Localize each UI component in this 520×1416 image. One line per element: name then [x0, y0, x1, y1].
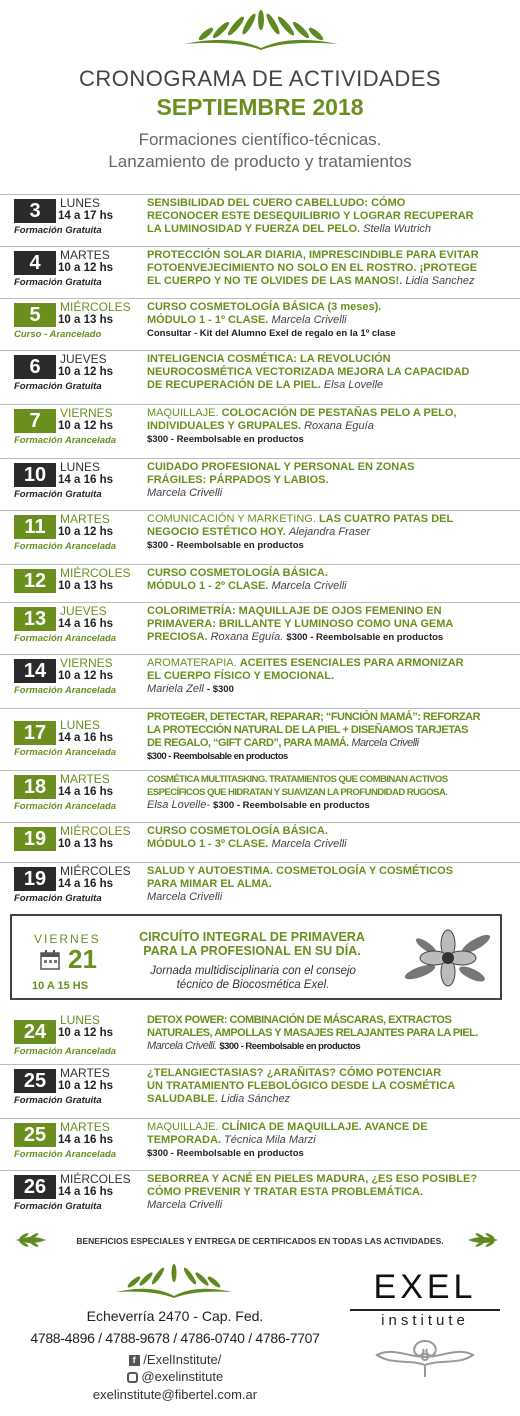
event-tag: Formación Arancelada	[14, 541, 117, 552]
event-tag: Formación Arancelada	[14, 801, 117, 812]
hours: 10 a 13 hs	[58, 314, 113, 326]
hours: 14 a 16 hs	[58, 732, 113, 744]
event-description: SALUD Y AUTOESTIMA. COSMETOLOGÍA Y COSMÉTICOS PARA MIMAR EL ALMA. Marcela Crivelli	[147, 865, 454, 903]
day-number: 19	[14, 867, 56, 891]
hours: 14 a 16 hs	[58, 786, 113, 798]
event-description: CURSO COSMETOLOGÍA BÁSICA (3 meses). MÓDULO 1 - 1º CLASE. Marcela Crivelli Consultar - Kit del Alumno Exel de regalo en la 1º clase	[147, 301, 396, 339]
event-row	[0, 246, 520, 298]
month-title: SEPTIEMBRE 2018	[156, 94, 364, 120]
logo-sub: institute	[350, 1309, 500, 1329]
logo	[350, 1268, 500, 1386]
event-row	[0, 458, 520, 510]
hours: 14 a 16 hs	[58, 1134, 113, 1146]
day-number: 13	[14, 607, 56, 631]
event-tag: Formación Arancelada	[14, 1046, 117, 1057]
hours: 10 a 12 hs	[58, 1080, 113, 1092]
weekday: LUNES	[60, 718, 101, 732]
fern-leaf-icon	[466, 1232, 500, 1248]
event-tag: Formación Arancelada	[14, 1149, 117, 1160]
special-text: Jornada multidisciplinaria con el consejo técnico de Biocosmética Exel.	[150, 965, 356, 991]
special-event-box	[10, 914, 502, 1000]
hours: 10 a 12 hs	[58, 670, 113, 682]
hours: 14 a 16 hs	[58, 618, 113, 630]
event-tag: Formación Arancelada	[14, 633, 117, 644]
day-number: 7	[14, 409, 56, 433]
day-number: 11	[14, 515, 56, 539]
page-title: CRONOGRAMA DE ACTIVIDADES	[78, 66, 442, 91]
event-description: SENSIBILIDAD DEL CUERO CABELLUDO: CÓMO RECONOCER ESTE DESEQUILIBRIO Y LOGRAR RECUPERAR LA LUMINOSIDAD Y FUERZA DEL PELO. Stella Wutrich	[147, 197, 474, 235]
event-row	[0, 510, 520, 562]
event-description: COSMÉTICA MULTITASKING. TRATAMIENTOS QUE COMBINAN ACTIVOS ESPECÍFICOS QUE HIDRATAN Y SUAVIZAN LA PROFUNDIDAD RUGOSA. Elsa Lovelle- $300 - Reembolsable en productos	[147, 774, 448, 811]
event-row	[0, 350, 520, 402]
facebook-icon: f	[129, 1355, 140, 1366]
day-number: 19	[14, 827, 56, 851]
event-row	[0, 654, 520, 708]
event-tag: Formación Arancelada	[14, 435, 117, 446]
weekday: VIERNES	[60, 406, 113, 420]
day-number: 24	[14, 1020, 56, 1044]
event-tag: Curso - Arancelado	[14, 329, 102, 340]
event-row	[0, 862, 520, 912]
hours: 14 a 17 hs	[58, 210, 113, 222]
event-tag: Formación Gratuita	[14, 277, 102, 288]
day-number: 26	[14, 1175, 56, 1199]
weekday: MARTES	[60, 248, 110, 262]
weekday: MARTES	[60, 512, 110, 526]
event-description: CURSO COSMETOLOGÍA BÁSICA. MÓDULO 1 - 2º CLASE. Marcela Crivelli	[147, 567, 347, 592]
event-description: COLORIMETRÍA: MAQUILLAJE DE OJOS FEMENINO EN PRIMAVERA: BRILLANTE Y LUMINOSO COMO UNA GEMA PRECIOSA. Roxana Eguía. $300 - Reembolsable en productos	[147, 605, 454, 643]
weekday: MIÉRCOLES	[60, 824, 131, 838]
hours: 10 a 13 hs	[58, 838, 113, 850]
flower-icon	[402, 922, 494, 992]
fern-leaf-icon	[176, 10, 346, 56]
event-row	[0, 770, 520, 820]
hours: 14 a 16 hs	[58, 474, 113, 486]
event-row	[0, 1118, 520, 1168]
event-description: CUIDADO PROFESIONAL Y PERSONAL EN ZONAS FRÁGILES: PÁRPADOS Y LABIOS. Marcela Crivelli	[147, 461, 415, 499]
weekday: JUEVES	[60, 352, 107, 366]
header	[0, 66, 520, 173]
event-description: DETOX POWER: COMBINACIÓN DE MÁSCARAS, EXTRACTOS NATURALES, AMPOLLAS Y MASAJES RELAJANTES PARA LA PIEL. Marcela Crivelli. $300 - Reembolsable en productos	[147, 1014, 478, 1052]
hours: 10 a 12 hs	[58, 526, 113, 538]
weekday: MIÉRCOLES	[60, 566, 131, 580]
event-description: PROTEGER, DETECTAR, REPARAR; “FUNCIÓN MAMÁ”: REFORZAR LA PROTECCIÓN NATURAL DE LA PIEL + DISEÑAMOS TARJETAS DE REGALO, “GIFT CARD”, PARA MAMÁ. Marcela Crivelli $300 - Reembolsable en productos	[147, 711, 481, 762]
ornament-icon	[365, 1335, 485, 1381]
day-number: 6	[14, 355, 56, 379]
weekday: MIÉRCOLES	[60, 1172, 131, 1186]
day-number: 17	[14, 721, 56, 745]
day-number: 18	[14, 775, 56, 799]
day-number: 3	[14, 199, 56, 223]
event-description: INTELIGENCIA COSMÉTICA: LA REVOLUCIÓN NEUROCOSMÉTICA VECTORIZADA MEJORA LA CAPACIDAD DE RECUPERACIÓN DE LA PIEL. Elsa Lovelle	[147, 353, 470, 391]
event-tag: Formación Gratuita	[14, 381, 102, 392]
instagram-icon	[127, 1372, 138, 1383]
event-row	[0, 708, 520, 768]
weekday: MIÉRCOLES	[60, 300, 131, 314]
weekday: LUNES	[60, 1013, 101, 1027]
weekday: JUEVES	[60, 604, 107, 618]
event-tag: Formación Gratuita	[14, 1201, 102, 1212]
event-description: COMUNICACIÓN Y MARKETING. LAS CUATRO PATAS DEL NEGOCIO ESTÉTICO HOY. Alejandra Fraser $300 - Reembolsable en productos	[147, 513, 454, 551]
event-description: CURSO COSMETOLOGÍA BÁSICA. MÓDULO 1 - 3º CLASE. Marcela Crivelli	[147, 825, 347, 850]
hours: 10 a 12 hs	[58, 366, 113, 378]
special-title: CIRCUÍTO INTEGRAL DE PRIMAVERA PARA LA PROFESIONAL EN SU DÍA.	[139, 930, 365, 958]
event-tag: Formación Gratuita	[14, 489, 102, 500]
event-row	[0, 1170, 520, 1220]
event-tag: Formación Gratuita	[14, 225, 102, 236]
hours: 14 a 16 hs	[58, 878, 113, 890]
event-description: PROTECCIÓN SOLAR DIARIA, IMPRESCINDIBLE PARA EVITAR FOTOENVEJECIMIENTO NO SOLO EN EL ROSTRO. ¡PROTEGE EL CUERPO Y NO TE OLVIDES DE LAS MANOS!. Lidia Sanchez	[147, 249, 479, 287]
hours: 10 A 15 HS	[32, 980, 89, 992]
event-row	[0, 1012, 520, 1064]
weekday: MARTES	[60, 1120, 110, 1134]
fern-leaf-icon	[110, 1264, 238, 1300]
event-row	[0, 194, 520, 246]
weekday: LUNES	[60, 460, 101, 474]
day-number: 25	[14, 1069, 56, 1093]
hours: 10 a 12 hs	[58, 1027, 113, 1039]
day-number: 21	[68, 944, 97, 974]
event-description: SEBORREA Y ACNÉ EN PIELES MADURA, ¿ES ESO POSIBLE? CÓMO PREVENIR Y TRATAR ESTA PROBLEMÁTICA. Marcela Crivelli	[147, 1173, 478, 1211]
benefits-note: BENEFICIOS ESPECIALES Y ENTREGA DE CERTIFICADOS EN TODAS LAS ACTIVIDADES.	[76, 1236, 444, 1246]
day-number: 14	[14, 659, 56, 683]
event-tag: Formación Gratuita	[14, 1095, 102, 1106]
event-row	[0, 1064, 520, 1116]
event-row	[0, 404, 520, 456]
day-number: 25	[14, 1123, 56, 1147]
event-row	[0, 602, 520, 654]
event-row	[0, 298, 520, 350]
weekday: MARTES	[60, 1066, 110, 1080]
instagram-link[interactable]: @exelinstitute	[0, 1369, 350, 1384]
weekday: LUNES	[60, 196, 101, 210]
event-description: MAQUILLAJE. COLOCACIÓN DE PESTAÑAS PELO A PELO, INDIVIDUALES Y GRUPALES. Roxana Eguía $300 - Reembolsable en productos	[147, 407, 457, 445]
hours: 10 a 12 hs	[58, 420, 113, 432]
phone-numbers: 4788-4896 / 4788-9678 / 4786-0740 / 4786-7707	[30, 1330, 320, 1346]
event-tag: Formación Arancelada	[14, 747, 117, 758]
event-description: MAQUILLAJE. CLÍNICA DE MAQUILLAJE. AVANCE DE TEMPORADA. Técnica Mila Marzi $300 - Reembolsable en productos	[147, 1121, 428, 1159]
event-tag: Formación Gratuita	[14, 893, 102, 904]
event-row	[0, 564, 520, 602]
day-number: 10	[14, 463, 56, 487]
address: Echeverría 2470 - Cap. Fed.	[86, 1308, 264, 1324]
event-description: AROMATERAPIA. ACEITES ESENCIALES PARA ARMONIZAR EL CUERPO FÍSICO Y EMOCIONAL. Mariela Zell - $300	[147, 657, 464, 695]
event-description: ¿TELANGIECTASIAS? ¿ARAÑITAS? CÓMO POTENCIAR UN TRATAMIENTO FLEBOLÓGICO DESDE LA COSMÉTICA SALUDABLE. Lidia Sánchez	[147, 1067, 456, 1105]
calendar-icon	[40, 950, 60, 970]
hours: 10 a 12 hs	[58, 262, 113, 274]
event-tag: Formación Arancelada	[14, 685, 117, 696]
day-number: 5	[14, 303, 56, 327]
day-number: 12	[14, 569, 56, 593]
event-row	[0, 822, 520, 860]
day-number: 4	[14, 251, 56, 275]
logo-main: EXEL	[373, 1268, 477, 1306]
subtitle: Formaciones científico-técnicas. Lanzamiento de producto y tratamientos	[108, 130, 412, 171]
weekday: VIERNES	[34, 932, 101, 946]
hours: 14 a 16 hs	[58, 1186, 113, 1198]
facebook-link[interactable]: f /ExelInstitute/	[0, 1352, 350, 1367]
weekday: MIÉRCOLES	[60, 864, 131, 878]
hours: 10 a 13 hs	[58, 580, 113, 592]
weekday: MARTES	[60, 772, 110, 786]
weekday: VIERNES	[60, 656, 113, 670]
email-link[interactable]: exelinstitute@fibertel.com.ar	[92, 1387, 258, 1402]
